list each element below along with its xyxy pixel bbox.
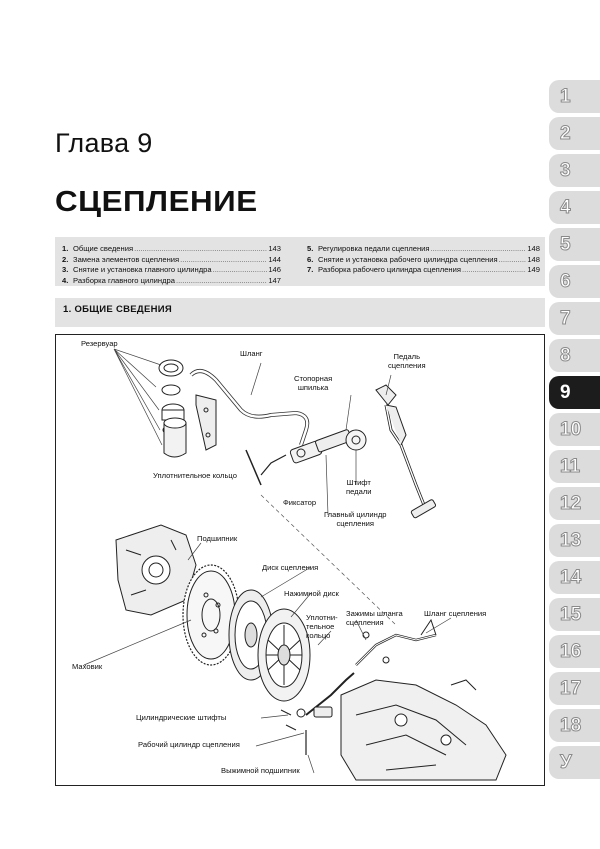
chapter-tab-13[interactable]: 13 xyxy=(549,524,600,557)
toc-item-number: 3. xyxy=(62,265,69,274)
chapter-tab-10[interactable]: 10 xyxy=(549,413,600,446)
chapter-tab-9-active[interactable]: 9 xyxy=(549,376,600,409)
label-pedal: Педаль сцепления xyxy=(388,352,426,370)
toc-column-right xyxy=(307,244,540,276)
chapter-tab-18[interactable]: 18 xyxy=(549,709,600,742)
toc-item-number: 5. xyxy=(307,244,314,253)
label-clutch-disc: Диск сцепления xyxy=(262,563,319,572)
toc-item-page: 147 xyxy=(268,275,281,285)
toc-item[interactable] xyxy=(307,265,540,276)
toc-leader xyxy=(176,276,267,287)
chapter-tab-3[interactable]: 3 xyxy=(549,154,600,187)
chapter-tab-17[interactable]: 17 xyxy=(549,672,600,705)
chapter-tab-2[interactable]: 2 xyxy=(549,117,600,150)
toc-item[interactable] xyxy=(307,255,540,266)
chapter-tab-appendix[interactable]: У xyxy=(549,746,600,779)
label-release-bearing: Выжимной подшипник xyxy=(221,766,300,775)
toc-item-number: 7. xyxy=(307,265,314,274)
toc-item-text: Снятие и установка главного цилиндра xyxy=(73,265,212,274)
toc-leader xyxy=(213,265,268,276)
toc-item-number: 4. xyxy=(62,275,69,285)
gearbox-drawing xyxy=(341,680,506,780)
section-title: 1. ОБЩИЕ СВЕДЕНИЯ xyxy=(63,304,173,315)
label-hose-clamps: Зажимы шланга сцепления xyxy=(346,609,403,627)
label-pressure-plate: Нажимной диск xyxy=(284,589,339,598)
label-dowel-pins: Цилиндрические штифты xyxy=(136,713,227,722)
chapter-tab-6[interactable]: 6 xyxy=(549,265,600,298)
section-header xyxy=(55,298,545,327)
label-master-cylinder: Главный цилиндр сцепления xyxy=(324,510,387,528)
chapter-tab-15[interactable]: 15 xyxy=(549,598,600,631)
toc-leader xyxy=(134,244,267,255)
label-flywheel: Маховик xyxy=(72,662,103,671)
label-pedal-pin: Штифт педали xyxy=(346,478,372,496)
table-of-contents xyxy=(55,237,545,286)
toc-item-page: 144 xyxy=(268,254,281,264)
reservoir-drawing xyxy=(159,360,186,457)
toc-leader xyxy=(431,244,527,255)
label-hose: Шланг xyxy=(240,349,263,358)
chapter-label: Глава 9 xyxy=(55,128,153,158)
toc-item-page: 148 xyxy=(527,244,540,253)
toc-item[interactable] xyxy=(307,244,540,255)
chapter-tab-11[interactable]: 11 xyxy=(549,450,600,483)
transmission-drawing xyxy=(116,525,196,615)
toc-item[interactable] xyxy=(62,244,281,255)
toc-item-number: 2. xyxy=(62,254,69,264)
chapter-tab-4[interactable]: 4 xyxy=(549,191,600,224)
chapter-tab-1[interactable]: 1 xyxy=(549,80,600,113)
toc-leader xyxy=(180,255,267,266)
toc-item-text: Снятие и установка рабочего цилиндра сцепления xyxy=(318,254,498,264)
toc-leader xyxy=(462,265,526,276)
toc-item-page: 148 xyxy=(527,254,540,264)
master-cylinder-drawing xyxy=(246,429,366,485)
clutch-diagram xyxy=(55,334,545,786)
pedal-drawing xyxy=(376,385,436,518)
toc-item-text: Разборка главного цилиндра xyxy=(73,275,175,285)
pressure-plate-drawing xyxy=(258,609,310,701)
label-seal-ring-2: Уплотни- тельное кольцо xyxy=(306,613,338,640)
chapter-tab-12[interactable]: 12 xyxy=(549,487,600,520)
label-seal-ring: Уплотнительное кольцо xyxy=(153,471,237,480)
toc-item-number: 1. xyxy=(62,244,69,253)
toc-item-text: Общие сведения xyxy=(73,244,134,253)
toc-item-text: Разборка рабочего цилиндра сцепления xyxy=(318,265,461,274)
toc-item[interactable] xyxy=(62,265,281,276)
chapter-tab-5[interactable]: 5 xyxy=(549,228,600,261)
toc-item-text: Регулировка педали сцепления xyxy=(318,244,430,253)
toc-column-left xyxy=(62,244,281,286)
label-slave-cylinder: Рабочий цилиндр сцепления xyxy=(138,740,240,749)
toc-item-page: 149 xyxy=(527,265,540,274)
label-bearing: Подшипник xyxy=(197,534,238,543)
toc-item-text: Замена элементов сцепления xyxy=(73,254,180,264)
toc-item-page: 146 xyxy=(268,265,281,274)
page-title: СЦЕПЛЕНИЕ xyxy=(55,186,258,218)
label-stop-pin: Стопорная шпилька xyxy=(294,374,333,392)
label-reservoir: Резервуар xyxy=(81,339,118,348)
label-clutch-hose: Шланг сцепления xyxy=(424,609,487,618)
chapter-tab-14[interactable]: 14 xyxy=(549,561,600,594)
clutch-diagram-drawing xyxy=(56,335,546,787)
toc-item-page: 143 xyxy=(268,244,281,253)
toc-item-number: 6. xyxy=(307,254,314,264)
chapter-tab-8[interactable]: 8 xyxy=(549,339,600,372)
label-retainer: Фиксатор xyxy=(283,498,317,507)
toc-item[interactable] xyxy=(62,255,281,266)
chapter-tab-16[interactable]: 16 xyxy=(549,635,600,668)
chapter-tab-7[interactable]: 7 xyxy=(549,302,600,335)
toc-leader xyxy=(499,255,527,266)
toc-item[interactable] xyxy=(62,276,281,287)
